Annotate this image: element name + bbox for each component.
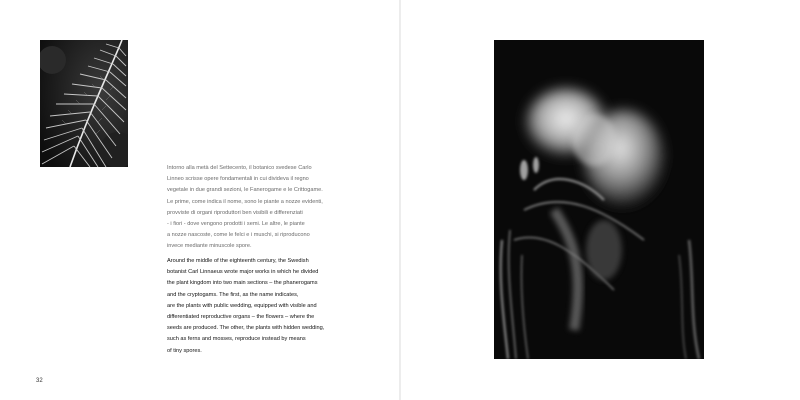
italian-paragraph [167,163,367,253]
english-line: such as ferns and mosses, reproduce instead by means [167,336,306,343]
fern-illustration [40,40,128,167]
english-line: and the cryptogams. The first, as the name indicates, [167,291,299,298]
fern-photo [40,40,128,167]
italian-line: Le prime, come indica il nome, sono le piante a nozze evidenti, [167,198,323,205]
english-line: botanist Carl Linnaeus wrote major works in which he divided [167,269,319,276]
italian-line: invece mediante minuscole spore. [167,243,252,250]
italian-line: Linneo scrisse opere fondamentali in cui divideva il regno [167,176,309,183]
page-gutter [399,0,401,400]
english-line: differentiated reproductive organs – the flowers – where the [167,314,315,321]
english-line: of tiny spores. [167,347,202,354]
english-line: are the plants with public wedding, equipped with visible and [167,302,317,309]
italian-line: a nozze nascoste, come le felci e i muschi, si riproducono [167,232,310,239]
page-number: 32 [36,378,43,384]
italian-line: vegetale in due grandi sezioni, le Fanerogame e le Crittogame. [167,187,323,194]
english-line: seeds are produced. The other, the plants with hidden wedding, [167,325,325,332]
english-line: Around the middle of the eighteenth century, the Swedish [167,258,309,264]
motion-blur-illustration [494,40,704,359]
blurred-plant-photo [494,40,704,359]
english-paragraph [167,256,367,357]
english-line: the plant kingdom into two main sections – the phanerogams [167,280,318,287]
italian-line: provviste di organi riproduttori ben visibili e differenziati [167,209,303,216]
italian-line: Intorno alla metà del Settecento, il botanico svedese Carlo [167,165,312,171]
italian-line: - i fiori - dove vengono prodotti i semi. Le altre, le piante [167,221,305,228]
